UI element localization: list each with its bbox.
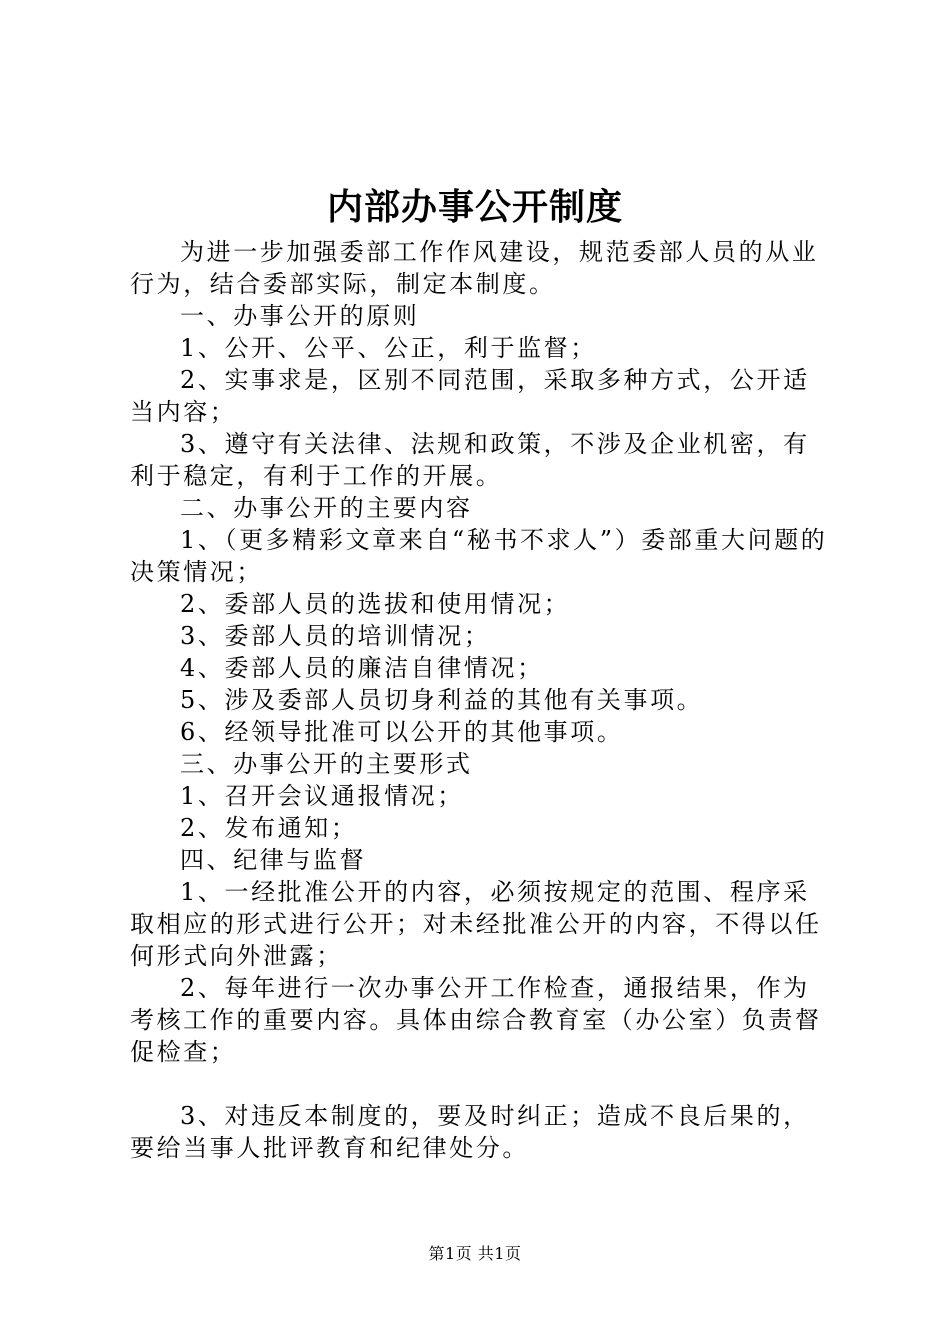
list-item: 2、每年进行一次办事公开工作检查，通报结果，作为考核工作的重要内容。具体由综合教育室（办公室）负责督促检查； bbox=[130, 974, 822, 1066]
list-item: 2、实事求是，区别不同范围，采取多种方式，公开适当内容； bbox=[130, 366, 810, 426]
list-item: 1、一经批准公开的内容，必须按规定的范围、程序采取相应的形式进行公开；对未经批准公开的内容，不得以任何形式向外泄露； bbox=[130, 878, 822, 970]
list-item: 3、对违反本制度的，要及时纠正；造成不良后果的，要给当事人批评教育和纪律处分。 bbox=[130, 1102, 810, 1162]
section-heading-4: 四、纪律与监督 bbox=[180, 846, 367, 874]
blank-line bbox=[130, 1068, 830, 1100]
list-item: 1、（更多精彩文章来自“秘书不求人”）委部重大问题的决策情况； bbox=[130, 526, 828, 586]
document-title: 内部办事公开制度 bbox=[326, 186, 623, 228]
list-item: 5、涉及委部人员切身利益的其他有关事项。 bbox=[180, 686, 704, 714]
list-item: 6、经领导批准可以公开的其他事项。 bbox=[180, 718, 624, 746]
page-footer: 第1页 共1页 bbox=[428, 1244, 522, 1263]
section-heading-1: 一、办事公开的原则 bbox=[180, 302, 420, 330]
document-body bbox=[130, 236, 830, 1164]
list-item: 4、委部人员的廉洁自律情况； bbox=[180, 654, 544, 682]
paragraph-intro: 为进一步加强委部工作作风建设，规范委部人员的从业行为，结合委部实际，制定本制度。 bbox=[130, 238, 819, 298]
list-item: 2、委部人员的选拔和使用情况； bbox=[180, 590, 571, 618]
section-heading-3: 三、办事公开的主要形式 bbox=[180, 750, 473, 778]
list-item: 2、发布通知； bbox=[180, 814, 358, 842]
list-item: 3、遵守有关法律、法规和政策，不涉及企业机密，有利于稳定，有利于工作的开展。 bbox=[130, 430, 810, 490]
list-item: 1、公开、公平、公正，利于监督； bbox=[180, 334, 597, 362]
section-heading-2: 二、办事公开的主要内容 bbox=[180, 494, 473, 522]
list-item: 1、召开会议通报情况； bbox=[180, 782, 464, 810]
list-item: 3、委部人员的培训情况； bbox=[180, 622, 491, 650]
